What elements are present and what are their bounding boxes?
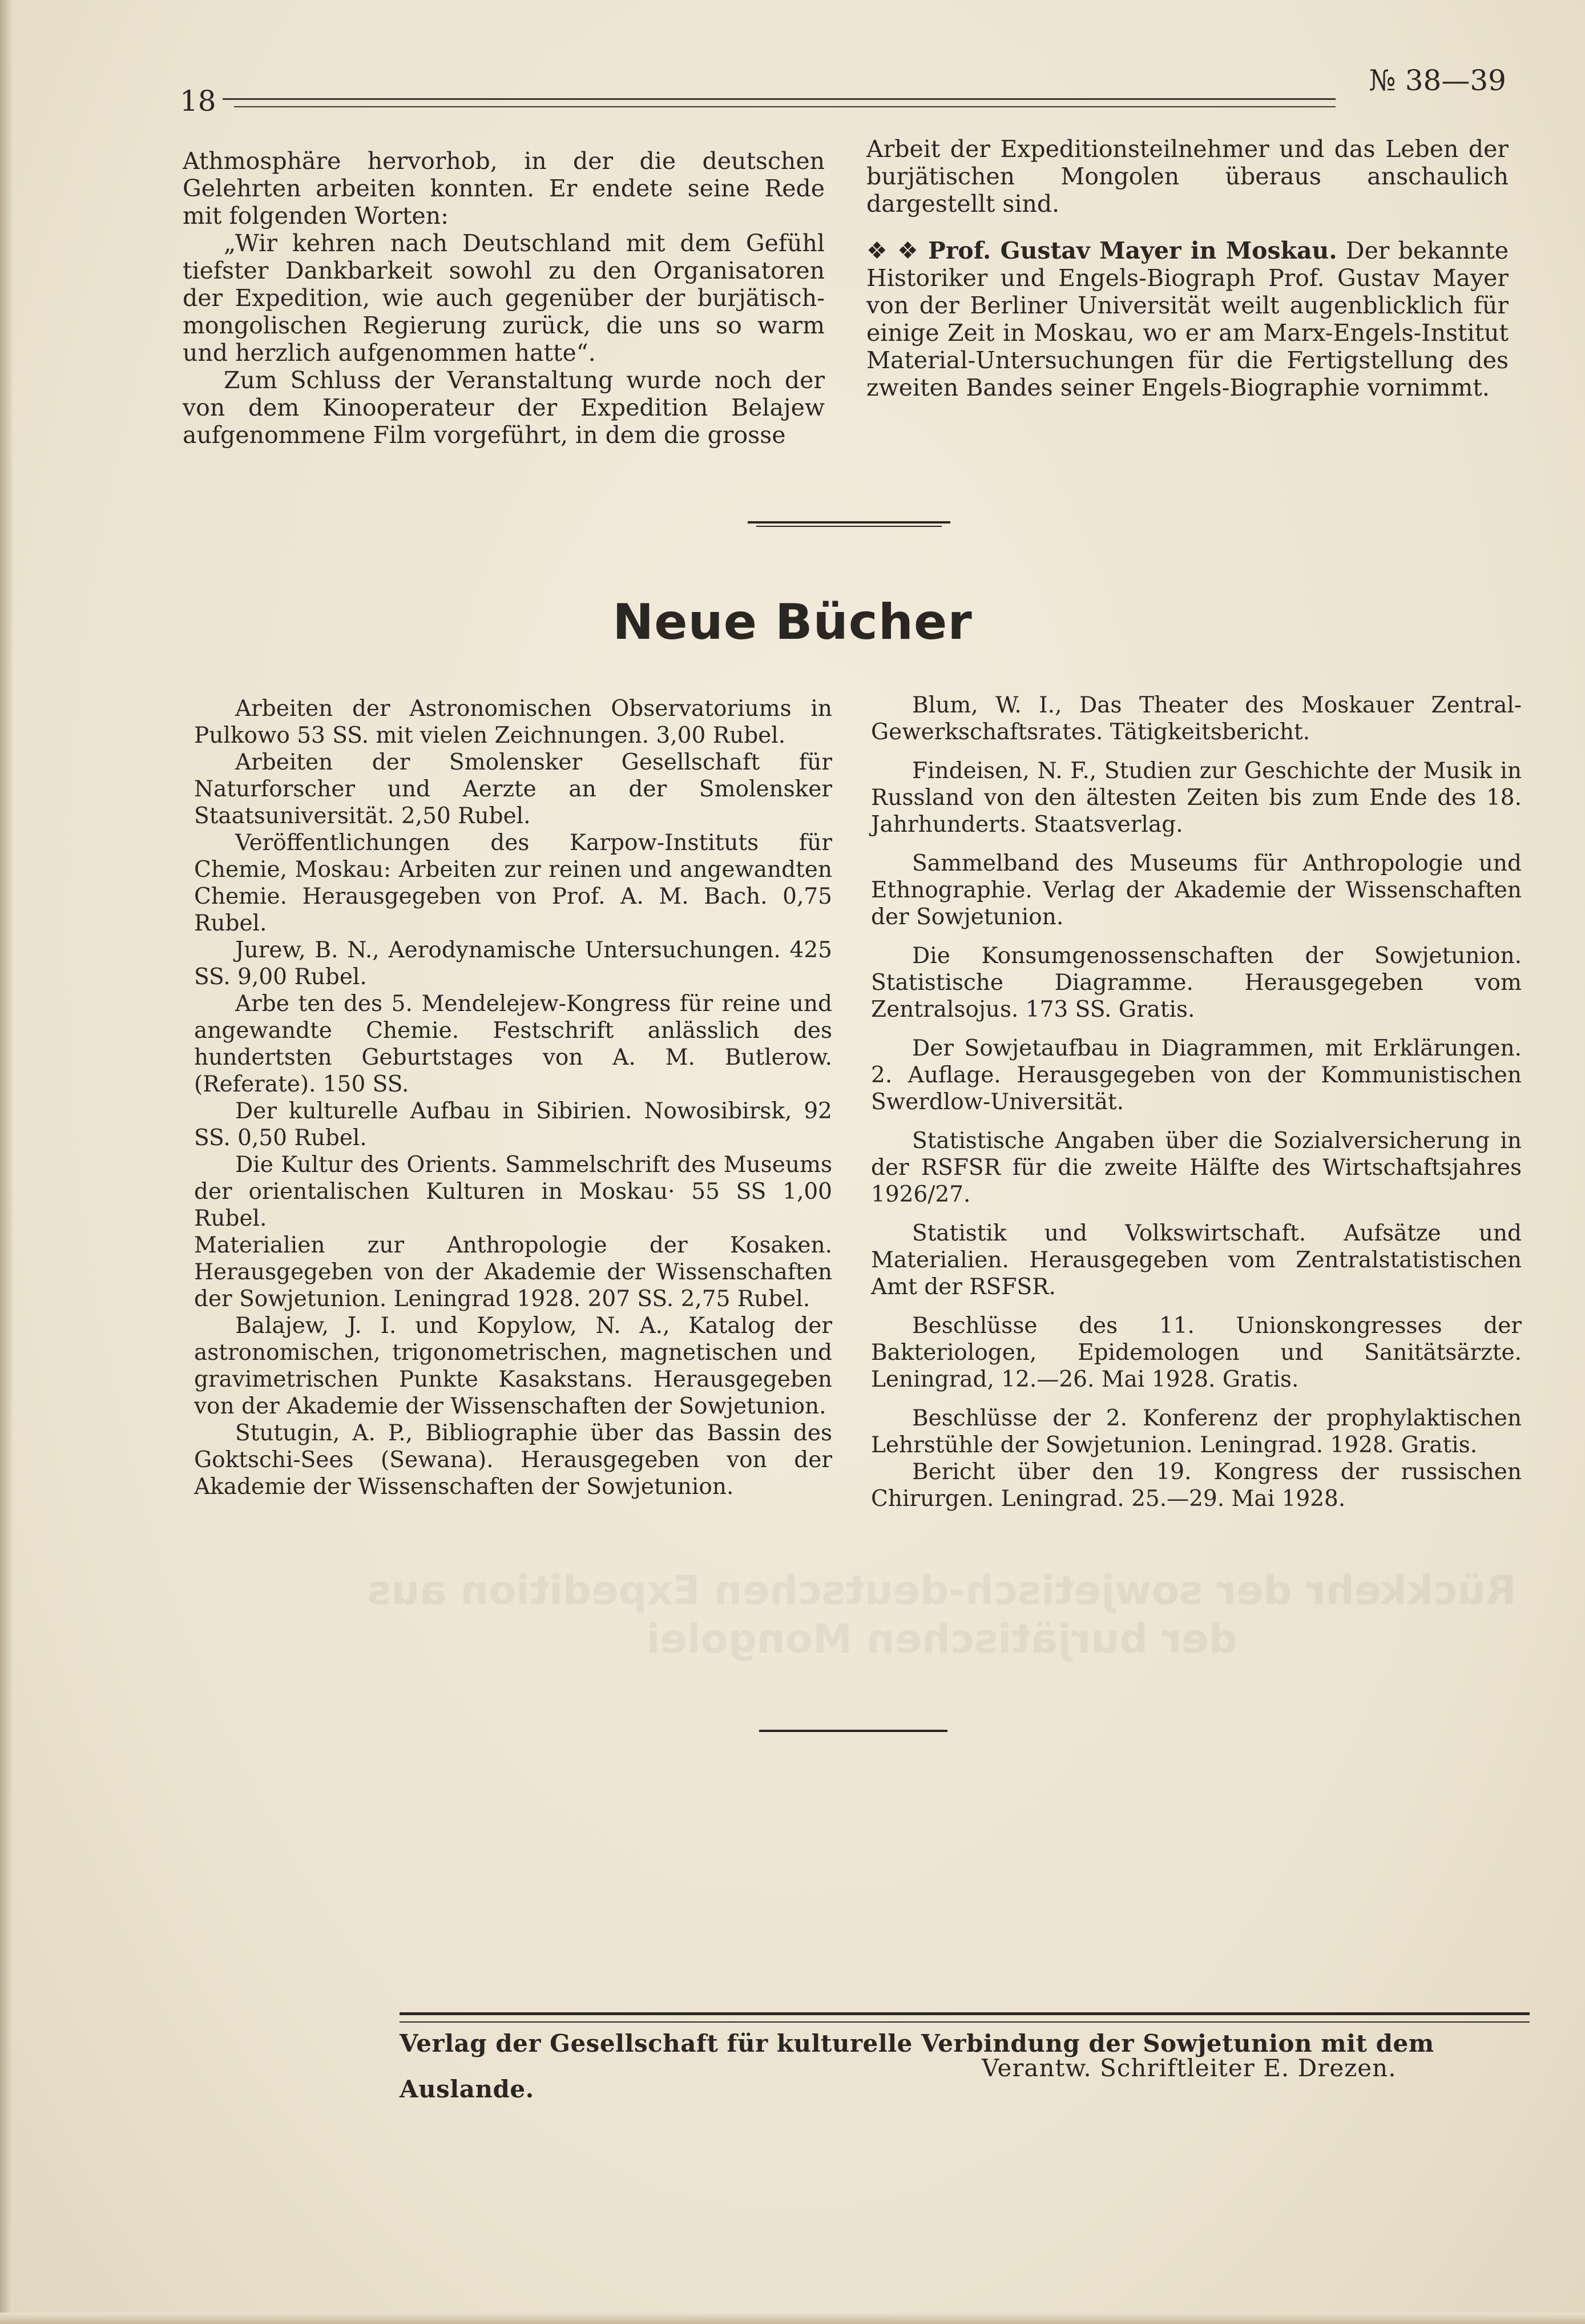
book-entry: Arbeiten der Smolensker Gesellschaft für Naturforscher und Aerzte an der Smolensker Staatsuniversität. 2,50 Rubel.	[194, 750, 832, 829]
footer-rule	[400, 2012, 1530, 2015]
book-entry: Beschlüsse des 11. Unionskongresses der Bakteriologen, Epidemologen und Sanitätsärzte. Leningrad, 12.—26. Mai 1928. Gratis.	[871, 1313, 1522, 1392]
header-rule	[223, 98, 1336, 100]
book-entry: Balajew, J. I. und Kopylow, N. A., Katalog der astronomischen, trigonometrischen, magnetischen und gravimetrischen Punkte Kasakstans. Herausgegeben von der Akademie der Wissenschaften der Sowjetunion.	[194, 1313, 832, 1419]
book-entry: Materialien zur Anthropologie der Kosaken. Herausgegeben von der Akademie der Wissenschaften der Sowjetunion. Leningrad 1928. 207 SS. 2,75 Rubel.	[194, 1233, 832, 1312]
end-divider	[759, 1730, 947, 1732]
article-continuation-left	[183, 147, 825, 449]
book-entry: Sammelband des Museums für Anthropologie und Ethnographie. Verlag der Akademie der Wissenschaften der Sowjetunion.	[871, 851, 1522, 930]
book-entry: Statistik und Volkswirtschaft. Aufsätze und Materialien. Herausgegeben vom Zentralstatistischen Amt der RSFSR.	[871, 1221, 1522, 1300]
paragraph: Zum Schluss der Veranstaltung wurde noch der von dem Kinooperateur der Expedition Belajew aufgenommene Film vorgeführt, in dem die grosse	[183, 366, 825, 449]
book-entry: Der Sowjetaufbau in Diagrammen, mit Erklärungen. 2. Auflage. Herausgegeben von der Kommunistischen Swerdlow-Universität.	[871, 1036, 1522, 1115]
book-entry: Arbe ten des 5. Mendelejew-Kongress für reine und angewandte Chemie. Festschrift anlässlich des hundertsten Geburtstages von A. M. Butlerow. (Referate). 150 SS.	[194, 991, 832, 1097]
book-entry: Statistische Angaben über die Sozialversicherung in der RSFSR für die zweite Hälfte des Wirtschaftsjahres 1926/27.	[871, 1128, 1522, 1207]
book-entry: Der kulturelle Aufbau in Sibirien. Nowosibirsk, 92 SS. 0,50 Rubel.	[194, 1098, 832, 1151]
book-entry: Findeisen, N. F., Studien zur Geschichte der Musik in Russland von den ältesten Zeiten bis zum Ende des 18. Jahrhunderts. Staatsverlag.	[871, 758, 1522, 837]
book-list-right	[871, 692, 1522, 1512]
news-item-mayer	[866, 237, 1509, 401]
ornament-bullets: ❖ ❖	[866, 237, 919, 264]
book-entry: Veröffentlichungen des Karpow-Instituts für Chemie, Moskau: Arbeiten zur reinen und angewandten Chemie. Herausgegeben von Prof. A. M. Bach. 0,75 Rubel.	[194, 830, 832, 936]
paragraph: Arbeit der Expeditionsteilnehmer und das Leben der burjätischen Mongolen überaus anschaulich dargestellt sind.	[866, 135, 1509, 218]
book-entry: Die Konsumgenossenschaften der Sowjetunion. Statistische Diagramme. Herausgegeben vom Zentralsojus. 173 SS. Gratis.	[871, 943, 1522, 1022]
paragraph: Athmosphäre hervorhob, in der die deutschen Gelehrten arbeiten konnten. Er endete seine Rede mit folgenden Worten:	[183, 147, 825, 229]
book-entry: Stutugin, A. P., Bibliographie über das Bassin des Goktschi-Sees (Sewana). Herausgegeben von der Akademie der Wissenschaften der Sowjetunion.	[194, 1420, 832, 1500]
article-continuation-right	[866, 135, 1509, 401]
news-item-body: Der bekannte Historiker und Engels-Biograph Prof. Gustav Mayer von der Berliner Universität weilt augenblicklich für einige Zeit in Moskau, wo er am Marx-Engels-Institut Material-Untersuchungen für die Fertigstellung des zweiten Bandes seiner Engels-Biographie vornimmt.	[866, 237, 1509, 401]
book-entry: Bericht über den 19. Kongress der russischen Chirurgen. Leningrad. 25.—29. Mai 1928.	[871, 1459, 1522, 1512]
book-entry: Blum, W. I., Das Theater des Moskauer Zentral-Gewerkschaftsrates. Tätigkeitsbericht.	[871, 692, 1522, 745]
section-divider	[748, 521, 950, 523]
section-title: Neue Bücher	[612, 594, 973, 651]
news-item-title: Prof. Gustav Mayer in Moskau.	[927, 237, 1337, 264]
editor-credit: Verantw. Schriftleiter E. Drezen.	[982, 2054, 1397, 2082]
page-bottom-edge	[0, 2313, 1585, 2324]
bleed-through-text: der burjätischen Mongolei	[646, 1616, 1237, 1662]
page-edge-shadow	[0, 0, 13, 2324]
book-entry: Die Kultur des Orients. Sammelschrift des Museums der orientalischen Kulturen in Moskau· 55 SS 1,00 Rubel.	[194, 1152, 832, 1231]
book-entry: Arbeiten der Astronomischen Observatoriums in Pulkowo 53 SS. mit vielen Zeichnungen. 3,00 Rubel.	[194, 696, 832, 748]
bleed-through-text: Rückkehr der sowjetisch-deutschen Expedition aus	[367, 1567, 1517, 1614]
book-entry: Jurew, B. N., Aerodynamische Untersuchungen. 425 SS. 9,00 Rubel.	[194, 937, 832, 990]
book-entry: Beschlüsse der 2. Konferenz der prophylaktischen Lehrstühle der Sowjetunion. Leningrad. 1928. Gratis.	[871, 1405, 1522, 1458]
page-number: 18	[180, 84, 216, 118]
issue-number: № 38—39	[1369, 64, 1506, 97]
publisher-imprint: Verlag der Gesellschaft für kulturelle Verbindung der Sowjetunion mit dem Auslande.	[400, 2029, 1434, 2103]
header-rule-thin	[234, 106, 1336, 107]
book-list-left	[194, 695, 832, 1500]
section-divider-thin	[756, 526, 942, 527]
quote-paragraph: „Wir kehren nach Deutschland mit dem Gefühl tiefster Dankbarkeit sowohl zu den Organisatoren der Expedition, wie auch gegenüber der burjätisch-mongolischen Regierung zurück, die uns so warm und herzlich aufgenommen hatte“.	[183, 229, 825, 366]
